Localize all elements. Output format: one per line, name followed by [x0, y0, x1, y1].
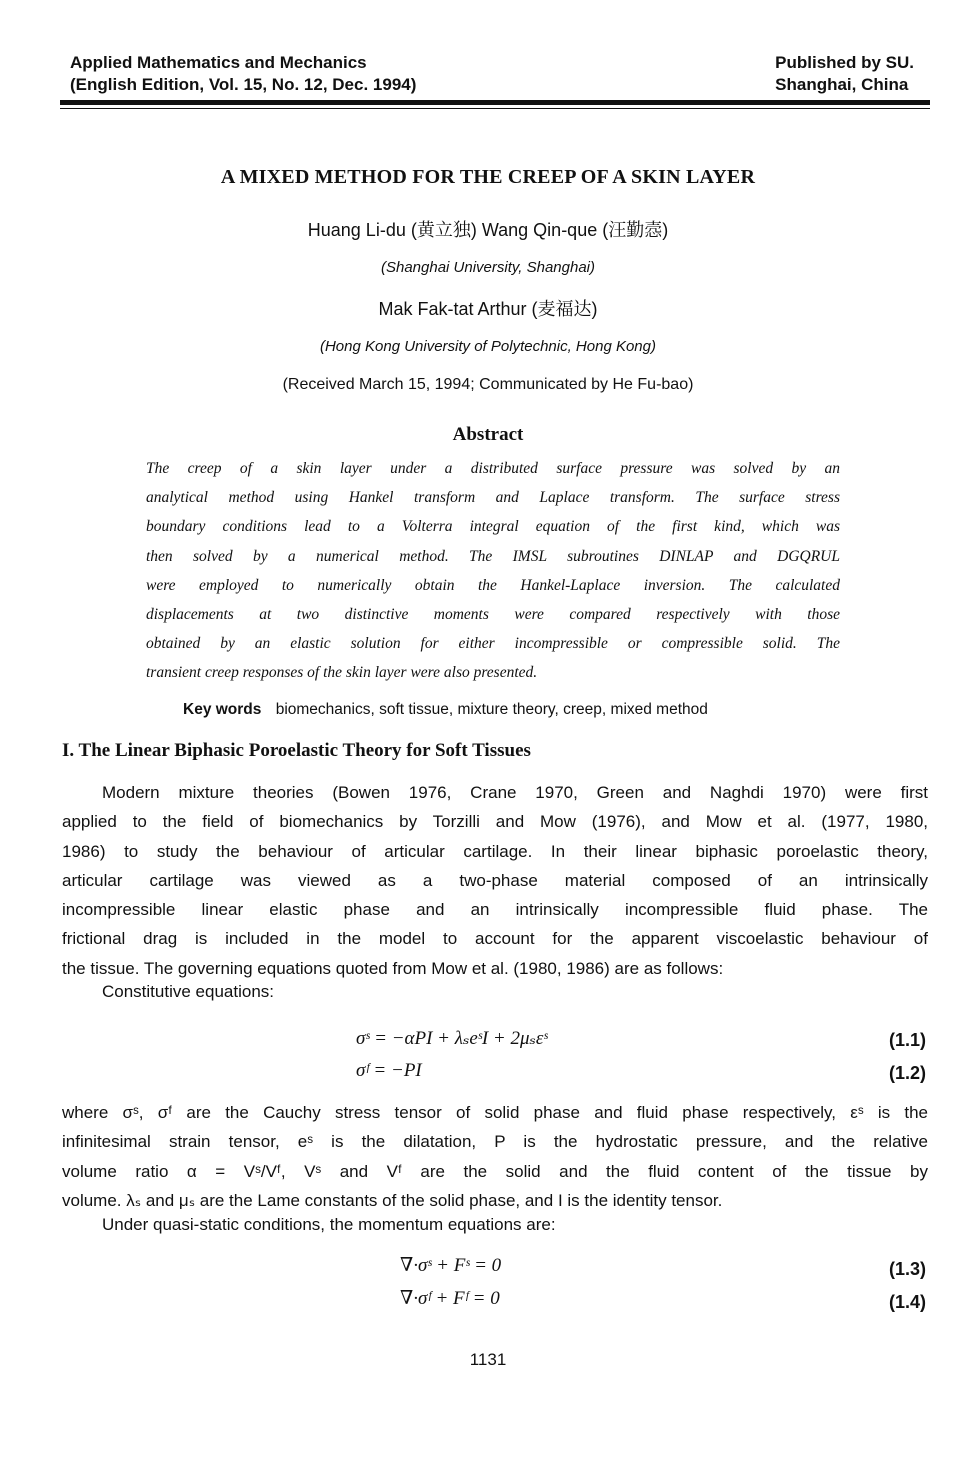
paragraph-line: Modern mixture theories (Bowen 1976, Crane 1970, Green and Naghdi 1970) were first [102, 783, 928, 802]
paragraph-line: incompressible linear elastic phase and an intrinsically incompressible fluid phase. The [62, 900, 928, 920]
journal-edition: (English Edition, Vol. 15, No. 12, Dec. 1994) [70, 75, 417, 94]
publisher-location: Shanghai, China [775, 75, 909, 94]
equation-number: (1.2) [888, 1063, 926, 1083]
page-number: 1131 [469, 1350, 507, 1369]
publisher-header [775, 52, 914, 96]
paragraph-line: volume. λₛ and μₛ are the Lame constants of the solid phase, and I is the identity tensor. [62, 1190, 723, 1210]
abstract-line: The creep of a skin layer under a distributed surface pressure was solved by an [146, 460, 840, 477]
paragraph-line: infinitesimal strain tensor, eˢ is the dilatation, P is the hydrostatic pressure, and the relative [62, 1132, 928, 1152]
paragraph-line: articular cartilage was viewed as a two-phase material composed of an intrinsically [62, 870, 928, 890]
equation-1-2: σᶠ = −PI [356, 1060, 422, 1081]
paper-title: A MIXED METHOD FOR THE CREEP OF A SKIN LAYER [220, 166, 756, 188]
keywords-text: biomechanics, soft tissue, mixture theory, creep, mixed method [275, 701, 708, 718]
equation-number: (1.1) [888, 1030, 926, 1050]
paragraph-1 [62, 778, 928, 983]
section-heading: I. The Linear Biphasic Poroelastic Theory for Soft Tissues [62, 740, 531, 761]
paragraph-line: the tissue. The governing equations quoted from Mow et al. (1980, 1986) are as follows: [62, 958, 724, 978]
header-rule-thin [60, 108, 930, 109]
keywords-label: Key words [183, 701, 262, 718]
affiliation-2: (Hong Kong University of Polytechnic, Hong Kong) [319, 338, 656, 355]
abstract-line: displacements at two distinctive moments were compared respectively with those [146, 606, 840, 624]
keywords [183, 701, 708, 719]
equation-1-4: ∇·σᶠ + Fᶠ = 0 [400, 1288, 500, 1309]
authors-line-1: Huang Li-du (黄立独) Wang Qin-que (汪勤悫) [307, 220, 669, 240]
equation-1-1: σˢ = −αPI + λₛeˢI + 2μₛεˢ [356, 1028, 548, 1049]
authors-line-2: Mak Fak-tat Arthur (麦福达) [378, 299, 598, 319]
received-note: (Received March 15, 1994; Communicated by He Fu-bao) [282, 376, 694, 393]
equation-number: (1.3) [888, 1259, 926, 1279]
equation-1-3: ∇·σˢ + Fˢ = 0 [400, 1255, 502, 1276]
publisher-name: Published by SU. [775, 53, 914, 72]
abstract-line: analytical method using Hankel transform and Laplace transform. The surface stress [146, 489, 840, 507]
abstract-line: then solved by a numerical method. The IMSL subroutines DINLAP and DGQRUL [146, 547, 840, 565]
paragraph-line: 1986) to study the behaviour of articular cartilage. In their linear biphasic poroelastic theory, [62, 841, 928, 861]
affiliation-1: (Shanghai University, Shanghai) [380, 259, 595, 276]
paragraph-line: volume ratio α = Vˢ/Vᶠ, Vˢ and Vᶠ are the solid and the fluid content of the tissue by [62, 1161, 928, 1181]
journal-header [70, 52, 416, 96]
paragraph-line: where σˢ, σᶠ are the Cauchy stress tensor of solid phase and fluid phase respectively, εˢ is the [62, 1103, 928, 1122]
paragraph-line: frictional drag is included in the model to account for the apparent viscoelastic behaviour of [62, 929, 928, 949]
abstract-heading: Abstract [452, 424, 524, 445]
abstract-text [146, 454, 840, 688]
paragraph-2 [62, 1098, 928, 1215]
quasi-static-label: Under quasi-static conditions, the momentum equations are: [102, 1215, 556, 1234]
constitutive-label: Constitutive equations: [102, 982, 274, 1001]
abstract-line: transient creep responses of the skin layer were also presented. [146, 664, 538, 682]
abstract-line: were employed to numerically obtain the Hankel-Laplace inversion. The calculated [146, 576, 840, 594]
journal-name: Applied Mathematics and Mechanics [70, 53, 367, 72]
header-rule-thick [60, 100, 930, 105]
paragraph-line: applied to the field of biomechanics by Torzilli and Mow (1976), and Mow et al. (1977, 1980, [62, 812, 928, 832]
equation-number: (1.4) [888, 1292, 926, 1312]
abstract-line: obtained by an elastic solution for either incompressible or compressible solid. The [146, 635, 840, 653]
abstract-line: boundary conditions lead to a Volterra integral equation of the first kind, which was [146, 518, 840, 536]
